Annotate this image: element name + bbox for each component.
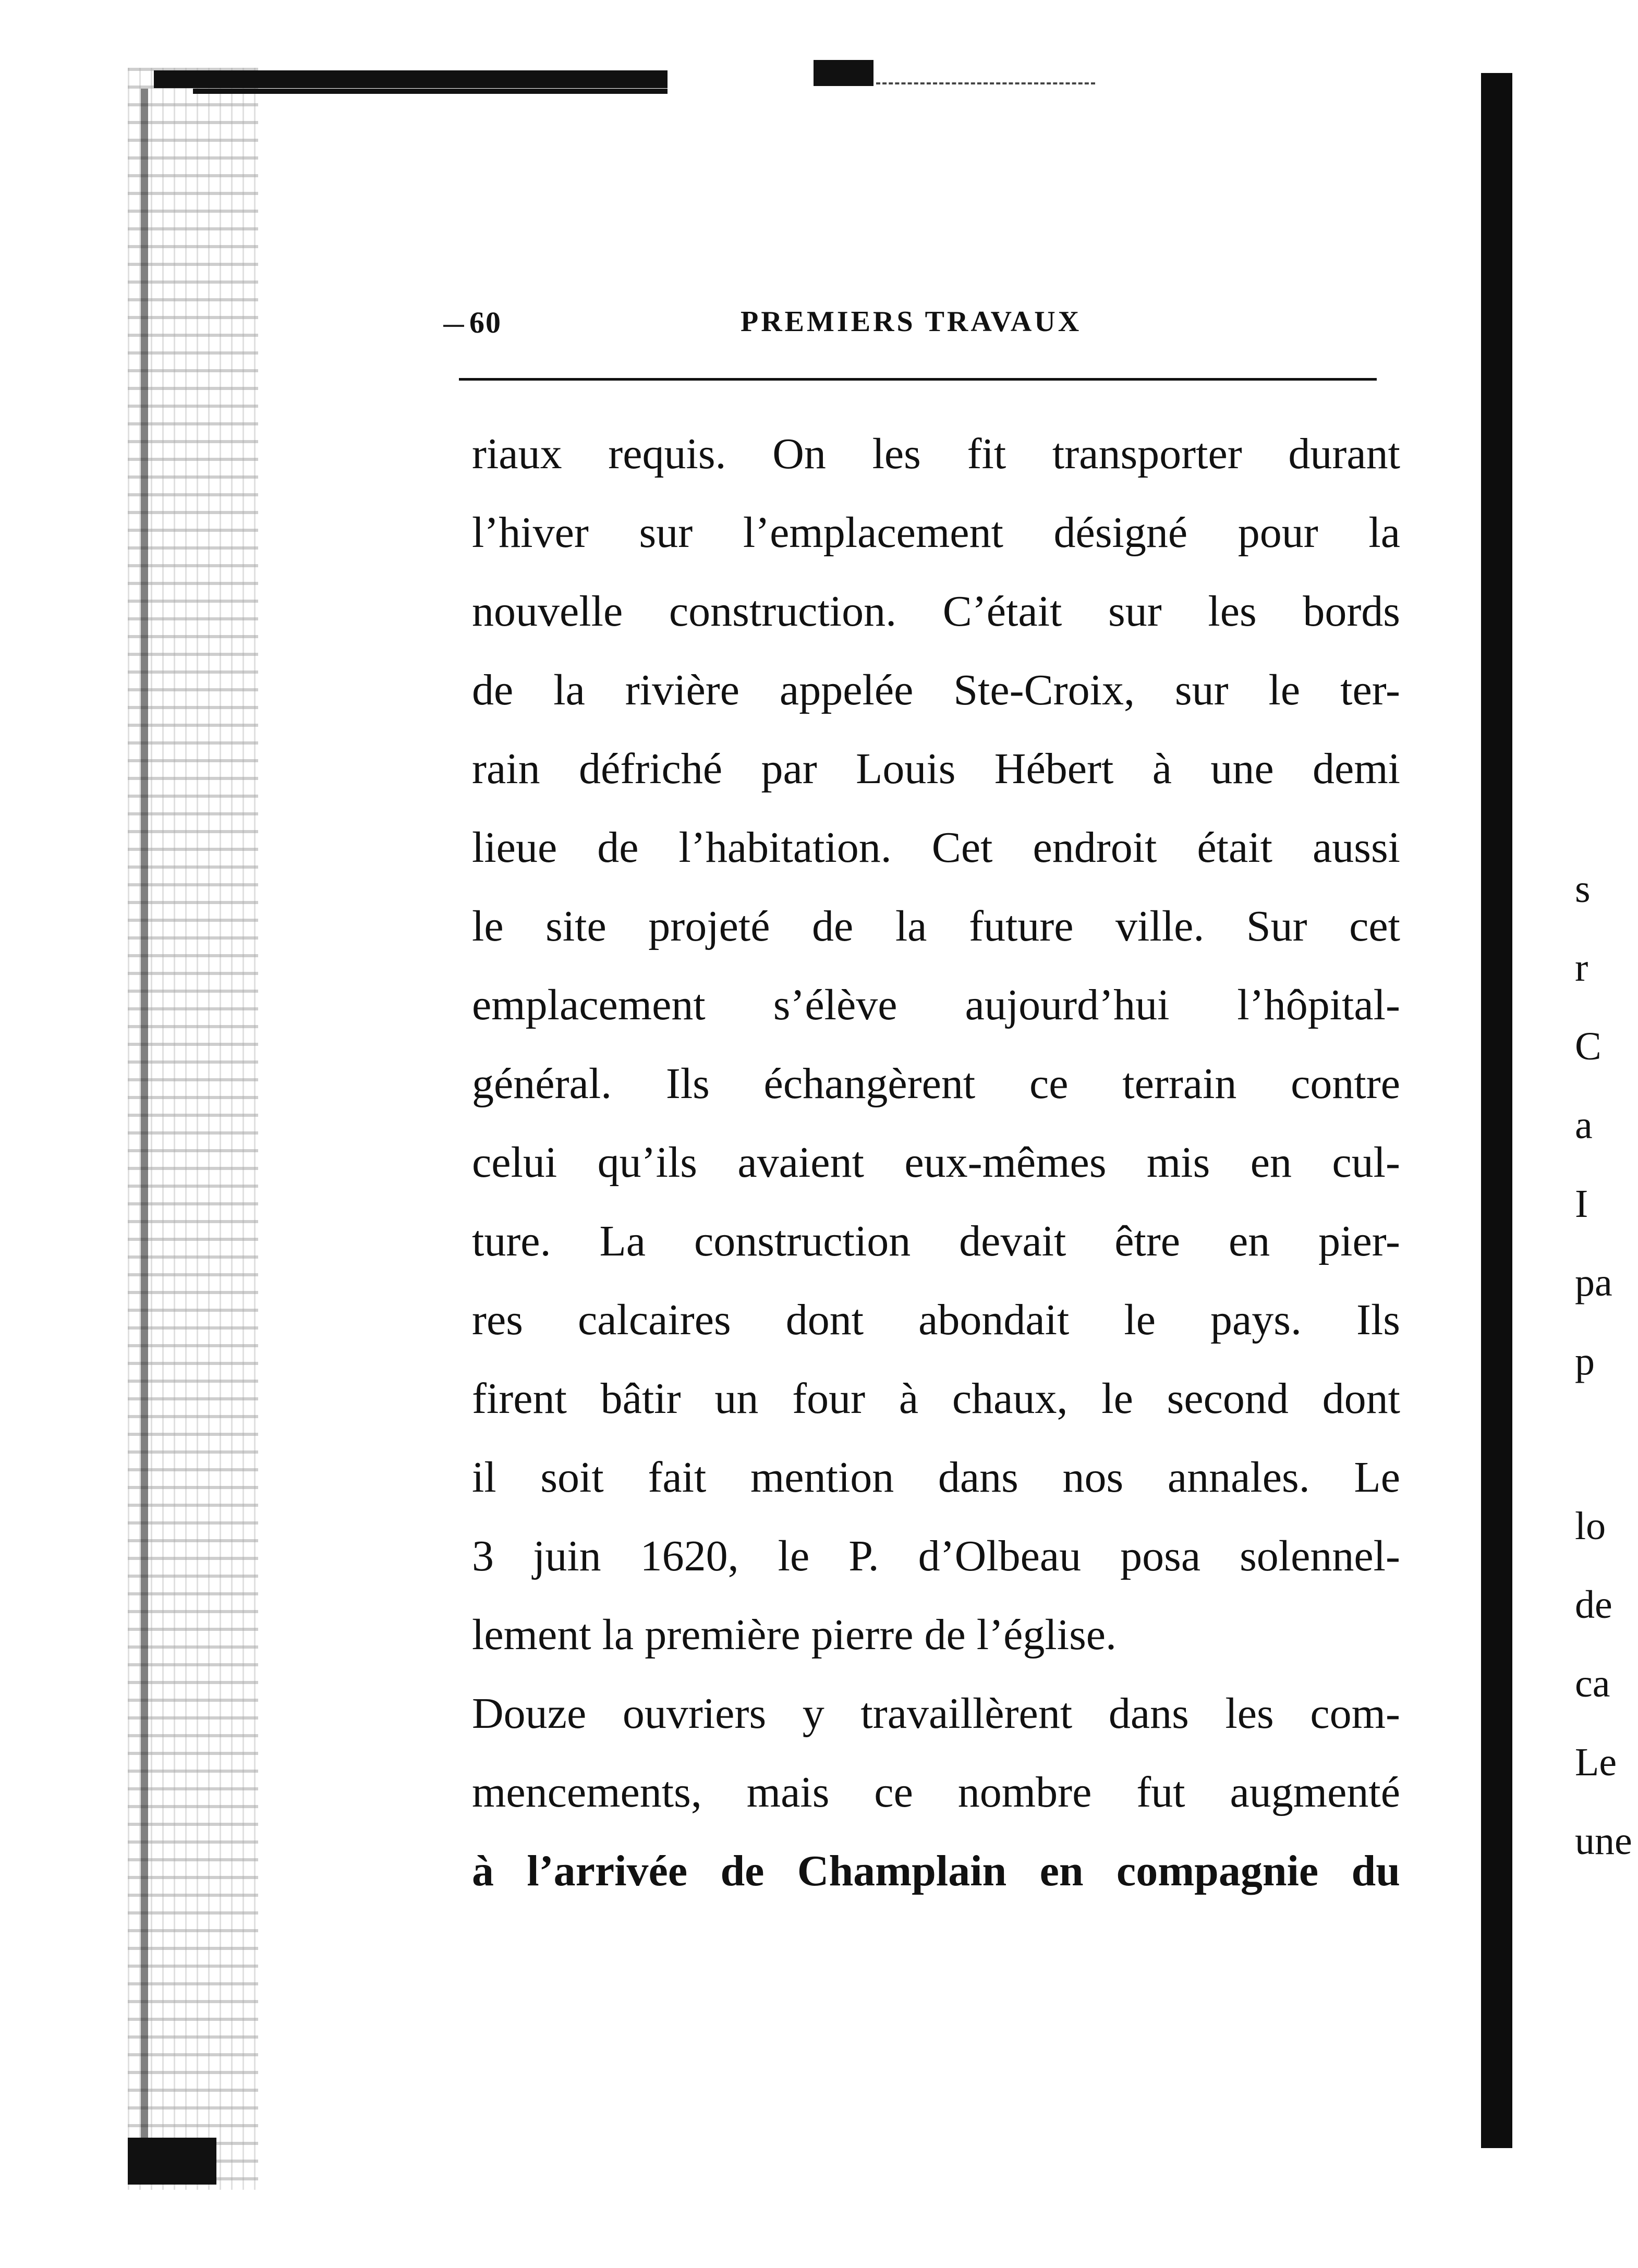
- scan-shadow-top-block: [814, 60, 873, 86]
- header-rule: [459, 378, 1377, 381]
- next-page-fragment: a: [1575, 1103, 1593, 1147]
- next-page-fragment: Le: [1575, 1740, 1617, 1784]
- text-line: firent bâtir un four à chaux, le second dont: [472, 1374, 1400, 1423]
- text-line: rain défriché par Louis Hébert à une demi: [472, 745, 1400, 793]
- scan-shadow-top-inner: [193, 89, 668, 94]
- text-line: Douze ouvriers y travaillèrent dans les com-: [472, 1689, 1400, 1738]
- text-line: à l’arrivée de Champlain en compagnie du: [472, 1847, 1400, 1895]
- text-line: l’hiver sur l’emplacement désigné pour la: [472, 508, 1400, 557]
- next-page-fragment: C: [1575, 1025, 1601, 1068]
- next-page-fragments: [1575, 850, 1638, 1881]
- next-page-fragment: r: [1575, 946, 1588, 990]
- next-page-fragment: ca: [1575, 1662, 1610, 1705]
- body-text: [472, 414, 1400, 1910]
- next-page-fragment: s: [1575, 867, 1591, 911]
- text-line: 3 juin 1620, le P. d’Olbeau posa solennel-: [472, 1532, 1400, 1580]
- text-line: ture. La construction devait être en pier-: [472, 1217, 1400, 1265]
- scan-gutter-right: [1481, 73, 1512, 2148]
- text-line: le site projeté de la future ville. Sur cet: [472, 902, 1400, 950]
- text-line: général. Ils échangèrent ce terrain contre: [472, 1059, 1400, 1108]
- scan-edge-left: [141, 89, 148, 2174]
- page-number: 60: [469, 306, 502, 339]
- text-line: nouvelle construction. C’était sur les bords: [472, 587, 1400, 636]
- text-line: lement la première pierre de l’église.: [472, 1611, 1117, 1659]
- scan-dust-top: [876, 82, 1095, 84]
- scan-shadow-bottom-left: [128, 2138, 216, 2185]
- next-page-fragment: de: [1575, 1583, 1612, 1627]
- next-page-fragment: pa: [1575, 1261, 1612, 1304]
- text-line: mencements, mais ce nombre fut augmenté: [472, 1768, 1400, 1816]
- next-page-fragment: p: [1575, 1339, 1595, 1383]
- margin-gap: [1575, 1401, 1638, 1487]
- next-page-fragment: lo: [1575, 1504, 1606, 1548]
- text-line: celui qu’ils avaient eux-mêmes mis en cul-: [472, 1138, 1400, 1187]
- text-line: il soit fait mention dans nos annales. Le: [472, 1453, 1400, 1502]
- text-line: riaux requis. On les fit transporter durant: [472, 430, 1400, 478]
- text-line: emplacement s’élève aujourd’hui l’hôpital-: [472, 981, 1400, 1029]
- next-page-fragment: une: [1575, 1819, 1632, 1863]
- next-page-fragment: I: [1575, 1182, 1588, 1226]
- text-line: lieue de l’habitation. Cet endroit était aussi: [472, 823, 1400, 872]
- page-number-dash: [443, 325, 464, 327]
- running-title: PREMIERS TRAVAUX: [741, 306, 1082, 338]
- text-line: de la rivière appelée Ste-Croix, sur le ter-: [472, 666, 1400, 714]
- running-head: [459, 295, 1387, 352]
- text-line: res calcaires dont abondait le pays. Ils: [472, 1296, 1400, 1344]
- scan-shadow-top: [154, 70, 668, 88]
